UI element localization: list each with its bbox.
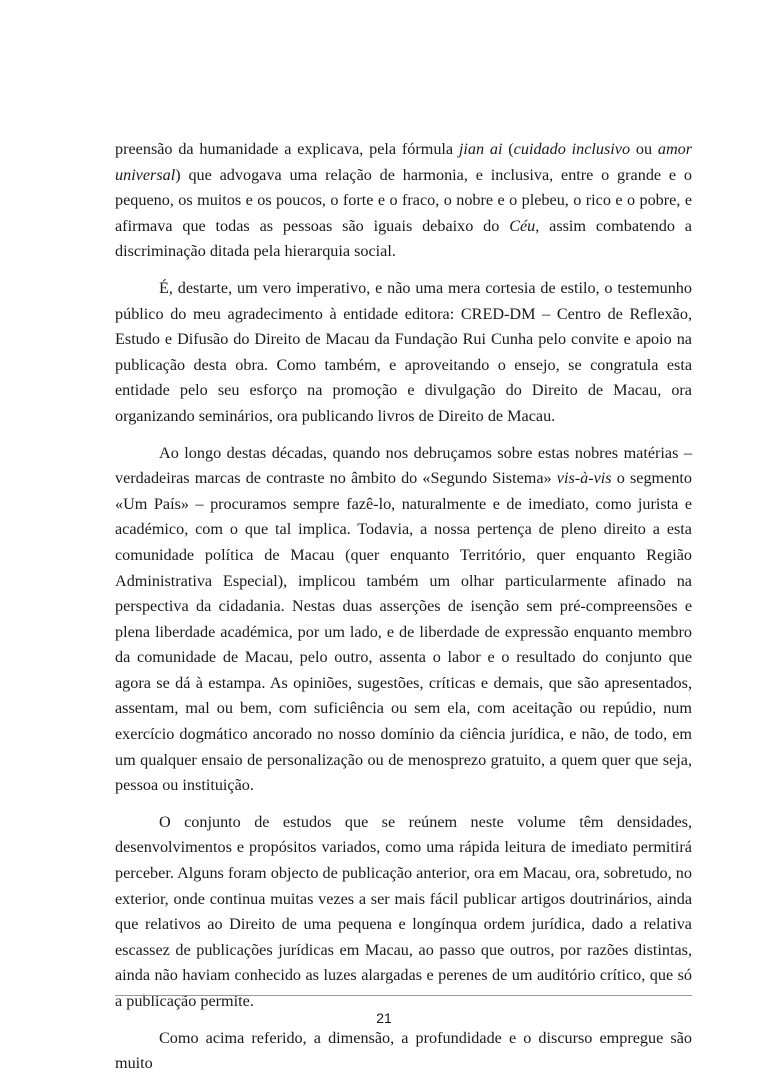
italic-text: amor universal — [115, 140, 693, 184]
italic-text: cuidado inclusivo — [513, 140, 631, 158]
text-run: ( — [502, 140, 514, 158]
text-run: preensão da humanidade a explicava, pela fórmula — [115, 140, 459, 158]
text-run: Ao longo destas décadas, quando nos debruçamos sobre estas nobres matérias – verdadeiras marcas de contraste no âmbito do «Segundo Sistema» — [115, 443, 692, 488]
text-run: ou — [630, 140, 658, 158]
italic-text: jian ai — [458, 140, 503, 158]
text-run: O conjunto de estudos que se reúnem neste volume têm densidades, desenvolvimentos e propósitos variados, como uma rápida leitura de imediato permitirá perceber. Alguns foram objecto de publicação anterior, ora em Macau, ora, sobretudo, no exterior, onde continua muitas vezes a ser mais fácil publicar artigos doutrinários, ainda que relativos ao Direito de uma pequena e longínqua ordem jurídica, dado a relativa escassez de publicações jurídicas em Macau, ao passo que outros, por razões distintas, ainda não haviam conhecido as luzes alargadas e perenes de um auditório crítico, que só a publicação permite. — [115, 812, 692, 1010]
italic-text: vis-à-vis — [556, 469, 612, 488]
page-body — [115, 137, 692, 1077]
paragraph-3 — [115, 441, 692, 799]
italic-text: Céu — [509, 216, 536, 235]
paragraph-4 — [115, 810, 692, 1015]
text-run: É, destarte, um vero imperativo, e não uma mera cortesia de estilo, o testemunho público do meu agradecimento à entidade editora: CRED-DM – Centro de Reflexão, Estudo e Difusão do Direito de Macau da Fundação Rui Cunha pelo convite e apoio na publicação desta obra. Como também, e aproveitando o ensejo, se congratula esta entidade pelo seu esforço na promoção e divulgação do Direito de Macau, ora organizando seminários, ora publicando livros de Direito de Macau. — [115, 278, 692, 425]
text-run: , assim combatendo a discriminação ditada pela hierarquia social. — [115, 216, 692, 261]
text-run: Como acima referido, a dimensão, a profundidade e o discurso empregue são muito — [115, 1028, 692, 1073]
page-number: 21 — [376, 1010, 392, 1026]
paragraph-2 — [115, 276, 692, 430]
text-run: o segmento «Um País» – procuramos sempre fazê-lo, naturalmente e de imediato, como jurista e académico, com o que tal implica. Todavia, a nossa pertença de pleno direito a esta comunidade política de Macau (quer enquanto Território, quer enquanto Região Administrativa Especial), implicou também um olhar particularmente afinado na perspectiva da cidadania. Nestas duas asserções de isenção sem pré-compreensões e plena liberdade académica, por um lado, e de liberdade de expressão enquanto membro da comunidade de Macau, pelo outro, assenta o labor e o resultado do conjunto que agora se dá à estampa. As opiniões, sugestões, críticas e demais, que são apresentados, assentam, mal ou bem, com suficiência ou sem ela, com aceitação ou repúdio, num exercício dogmático ancorado no nosso domínio da ciência jurídica, e não, de todo, em um qualquer ensaio de personalização ou de menosprezo gratuito, a quem quer que seja, pessoa ou instituição. — [115, 469, 693, 795]
paragraph-1 — [115, 137, 692, 265]
paragraph-5 — [115, 1026, 692, 1077]
text-run: ) que advogava uma relação de harmonia, e inclusiva, entre o grande e o pequeno, os muitos e os poucos, o forte e o fraco, o nobre e o plebeu, o rico e o pobre, e afirmava que todas as pessoas são iguais debaixo do — [115, 165, 692, 235]
footer-divider — [115, 995, 692, 996]
